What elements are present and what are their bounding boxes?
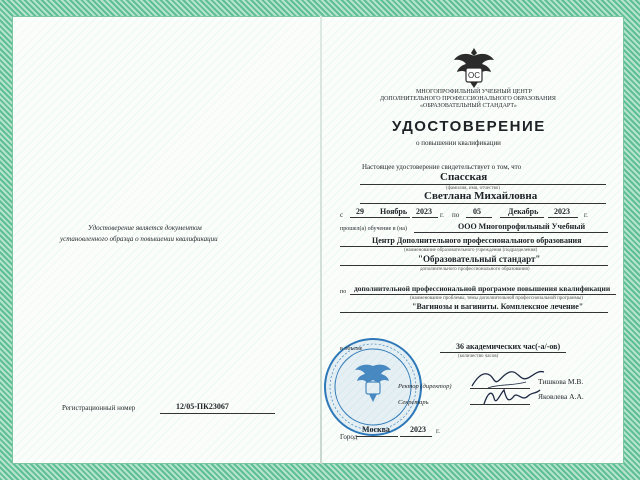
secretary-underline	[470, 404, 530, 405]
date-from-month-underline	[376, 217, 410, 218]
date-from-year: 2023	[416, 207, 432, 216]
logo-text: ОС	[468, 71, 480, 80]
date-from-prefix: с	[340, 211, 344, 219]
institution-caption1: (наименование образовательного учреждения (подразделения)	[404, 248, 538, 253]
reg-number: 12/05-ПК23067	[176, 402, 229, 411]
date-to-year-suffix: г.	[584, 211, 588, 219]
institution-caption2: дополнительного профессионального образования)	[420, 267, 530, 272]
date-from-day: 29	[356, 207, 364, 216]
hours-label: в объеме	[340, 346, 363, 352]
intro-text: Настоящее удостоверение свидетельствует о том, что	[362, 163, 522, 171]
date-to-year: 2023	[554, 207, 570, 216]
left-note-line1: Удостоверение является документом	[88, 224, 202, 232]
institution-underline2	[340, 246, 608, 247]
footer-year-underline	[400, 436, 432, 437]
city-value: Москва	[362, 425, 390, 434]
city-label: Город	[340, 433, 358, 441]
institution-underline3	[340, 265, 608, 266]
rector-label: Ректор (директор)	[398, 383, 452, 390]
reg-number-underline	[160, 413, 275, 414]
institution-line2: Центр Дополнительного профессионального образования	[372, 236, 582, 245]
institution-line3: "Образовательный стандарт"	[418, 254, 541, 264]
certificate-title: УДОСТОВЕРЕНИЕ	[392, 118, 546, 135]
institution-line1: ООО Многопрофильный Учебный	[458, 222, 586, 231]
hours-underline	[440, 352, 566, 353]
program-underline2	[340, 312, 608, 313]
date-to-year-underline	[548, 217, 578, 218]
certificate-subtitle: о повышении квалификации	[416, 139, 501, 147]
date-to-day: 05	[473, 207, 481, 216]
date-to-month: Декабрь	[508, 207, 539, 216]
secretary-label: Секретарь	[398, 399, 429, 406]
program-caption: (наименование проблемы, темы дополнительной профессиональной программы)	[410, 296, 583, 301]
program-line2: "Вагинозы и вагиниты. Комплексное лечение"	[412, 302, 584, 311]
surname-underline	[360, 184, 606, 185]
date-from-year-suffix: г.	[440, 211, 444, 219]
city-underline	[356, 436, 398, 437]
program-label: по	[340, 289, 347, 295]
left-note-line2: установленного образца о повышении квалификации	[60, 235, 218, 243]
institution-label: прошел(а) обучение в (на)	[340, 226, 407, 232]
hours-value: 36 академических час(-а/-ов)	[456, 342, 561, 351]
header-line3: «ОБРАЗОВАТЕЛЬНЫЙ СТАНДАРТ»	[420, 103, 517, 109]
institution-underline1	[414, 232, 608, 233]
reg-number-label: Регистрационный номер	[62, 404, 136, 412]
date-to-prefix: по	[452, 211, 460, 219]
footer-year-suffix: г.	[436, 427, 440, 435]
date-from-day-underline	[350, 217, 376, 218]
program-underline1	[350, 294, 616, 295]
hours-caption: (количество часов)	[458, 354, 499, 359]
eagle-logo-icon	[452, 44, 496, 95]
secretary-name: Яковлева А.А.	[538, 392, 584, 401]
secretary-signature-icon	[478, 384, 542, 417]
date-from-year-underline	[412, 217, 438, 218]
date-from-month: Ноябрь	[380, 207, 408, 216]
header-line2: ДОПОЛНИТЕЛЬНОГО ПРОФЕССИОНАЛЬНОГО ОБРАЗОВАНИЯ	[380, 96, 556, 102]
footer-year: 2023	[410, 425, 426, 434]
program-line1: дополнительной профессиональной программе повышения квалификации	[354, 284, 611, 293]
person-surname: Спасская	[440, 171, 488, 183]
name-underline	[360, 203, 606, 204]
header-line1: МНОГОПРОФИЛЬНЫЙ УЧЕБНЫЙ ЦЕНТР	[416, 89, 532, 95]
date-to-day-underline	[466, 217, 492, 218]
person-name: Светлана Михайловна	[424, 190, 538, 202]
rector-name: Тишкова М.В.	[538, 377, 584, 386]
person-caption: (фамилия, имя, отчество)	[446, 186, 500, 191]
date-to-month-underline	[500, 217, 544, 218]
